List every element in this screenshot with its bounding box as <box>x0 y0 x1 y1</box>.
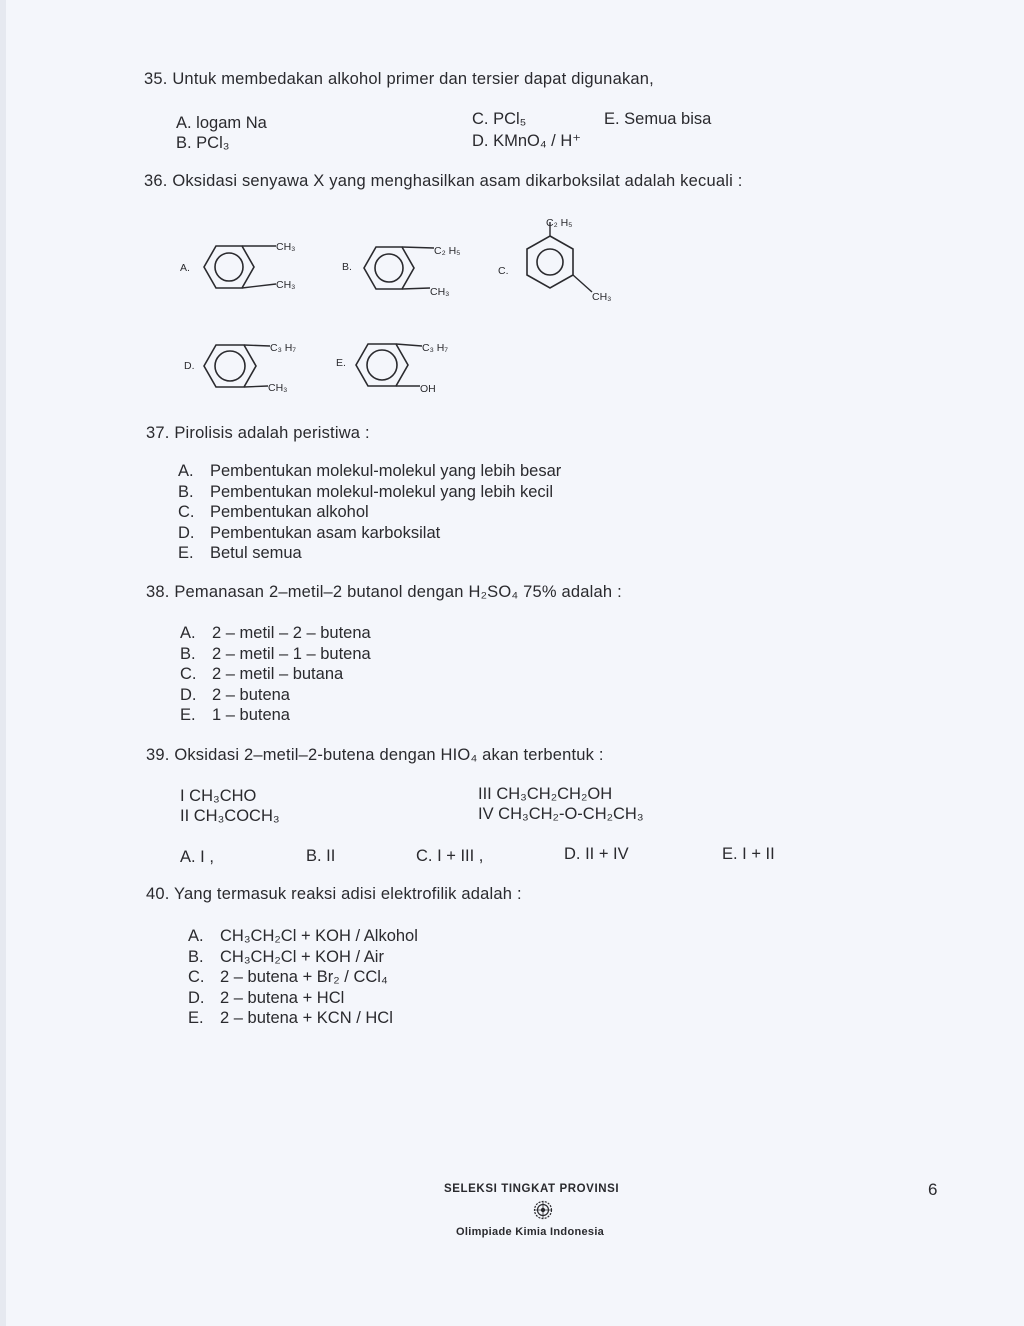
q37-options <box>178 461 561 564</box>
molecule-c-sub2: CH₃ <box>592 291 612 303</box>
molecule-a <box>180 236 310 296</box>
list-item: D. Pembentukan asam karboksilat <box>178 523 441 542</box>
q35-option-d: D. KMnO₄ / H⁺ <box>472 132 581 150</box>
molecule-d-sub1: C₃ H₇ <box>270 342 296 354</box>
q39-answer-d: D. II + IV <box>564 845 629 863</box>
q39-item-4: IV CH₃CH₂-O-CH₂CH₃ <box>478 805 644 823</box>
molecule-b-sub1: C₂ H₅ <box>434 245 461 257</box>
list-item: E. Betul semua <box>178 544 302 562</box>
footer-subtitle: Olimpiade Kimia Indonesia <box>456 1226 605 1238</box>
q35-option-e: E. Semua bisa <box>604 110 712 128</box>
question-37: 37. Pirolisis adalah peristiwa : <box>146 424 370 442</box>
q40-options <box>188 926 418 1029</box>
q35-option-b: B. PCl₃ <box>176 134 230 152</box>
molecule-e-sub2: OH <box>420 383 436 395</box>
list-item: C. Pembentukan alkohol <box>178 503 369 521</box>
question-40: 40. Yang termasuk reaksi adisi elektrofilik adalah : <box>146 885 522 903</box>
molecule-d <box>184 338 324 398</box>
q39-item-1: I CH₃CHO <box>180 787 257 805</box>
list-item: B. CH₃CH₂Cl + KOH / Air <box>188 947 384 966</box>
olympiad-logo-icon <box>532 1200 554 1220</box>
molecule-e-letter: E. <box>336 357 346 369</box>
q39-item-3: III CH₃CH₂CH₂OH <box>478 785 613 803</box>
question-35: 35. Untuk membedakan alkohol primer dan tersier dapat digunakan, <box>144 70 654 88</box>
list-item: A. Pembentukan molekul-molekul yang lebih besar <box>178 462 562 480</box>
list-item: A. CH₃CH₂Cl + KOH / Alkohol <box>188 927 418 945</box>
molecule-b-sub2: CH₃ <box>430 286 450 298</box>
molecule-d-letter: D. <box>184 360 195 372</box>
molecule-b <box>342 238 482 300</box>
q35-option-a: A. logam Na <box>176 114 267 132</box>
q39-answer-b: B. II <box>306 847 336 865</box>
footer-title: SELEKSI TINGKAT PROVINSI <box>444 1183 620 1195</box>
molecule-a-letter: A. <box>180 262 190 274</box>
molecule-e <box>336 338 476 398</box>
page-edge <box>0 0 6 1326</box>
molecule-e-sub1: C₃ H₇ <box>422 342 448 354</box>
question-39: 39. Oksidasi 2–metil–2-butena dengan HIO₄ akan terbentuk : <box>146 746 604 764</box>
molecule-c-letter: C. <box>498 265 509 277</box>
q39-item-2: II CH₃COCH₃ <box>180 807 280 825</box>
list-item: E. 2 – butena + KCN / HCl <box>188 1009 393 1027</box>
list-item: C. 2 – metil – butana <box>180 665 344 683</box>
molecule-c-sub1: C₂ H₅ <box>546 217 573 229</box>
list-item: D. 2 – butena + HCl <box>188 988 345 1007</box>
molecule-b-letter: B. <box>342 261 352 273</box>
page-number: 6 <box>928 1180 938 1199</box>
q35-option-c: C. PCl₅ <box>472 110 527 128</box>
molecule-d-sub2: CH₃ <box>268 382 288 394</box>
q38-options <box>180 623 371 726</box>
molecule-c <box>498 214 628 306</box>
list-item: E. 1 – butena <box>180 706 290 724</box>
list-item: B. Pembentukan molekul-molekul yang lebih kecil <box>178 482 554 501</box>
q39-answer-a: A. I , <box>180 848 214 866</box>
molecule-a-sub2: CH₃ <box>276 279 296 291</box>
list-item: A. 2 – metil – 2 – butena <box>180 624 371 642</box>
q39-answer-e: E. I + II <box>722 845 775 863</box>
q39-answer-c: C. I + III , <box>416 847 484 865</box>
list-item: C. 2 – butena + Br₂ / CCl₄ <box>188 968 388 986</box>
list-item: D. 2 – butena <box>180 685 290 704</box>
list-item: B. 2 – metil – 1 – butena <box>180 644 371 663</box>
molecule-a-sub1: CH₃ <box>276 241 296 253</box>
question-38: 38. Pemanasan 2–metil–2 butanol dengan H₂SO₄ 75% adalah : <box>146 583 622 601</box>
question-36: 36. Oksidasi senyawa X yang menghasilkan asam dikarboksilat adalah kecuali : <box>144 172 743 190</box>
